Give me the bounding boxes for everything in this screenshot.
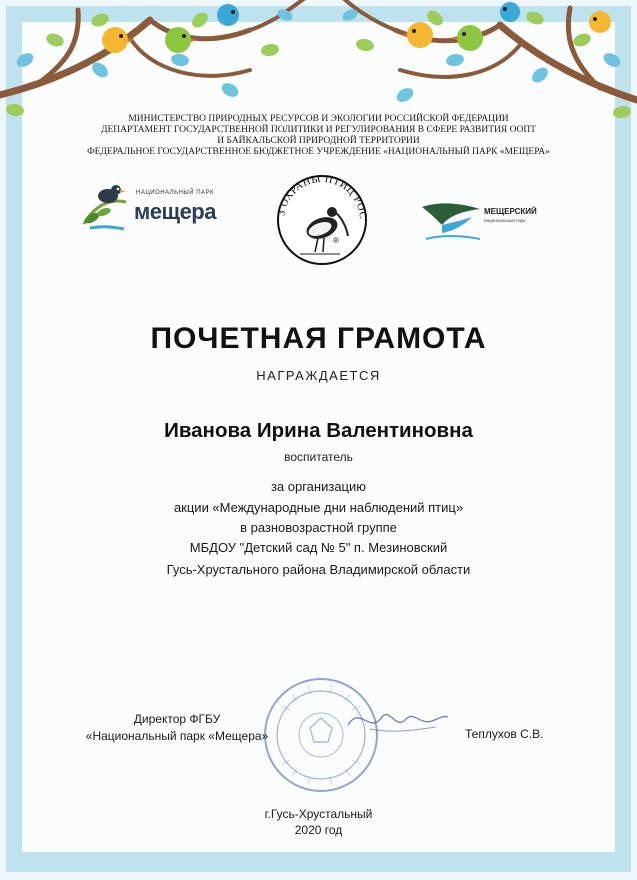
- tree-birds-decoration: [0, 0, 637, 125]
- meshchersky-park-logo: [420, 195, 560, 245]
- meshchersky-logo-caption: национальный парк: [484, 218, 526, 223]
- bird-on-branch-icon: [80, 176, 132, 232]
- award-subtitle: НАГРАЖДАЕТСЯ: [256, 368, 381, 383]
- recipient-position: воспитатель: [284, 450, 353, 464]
- signer-name: Теплухов С.В.: [465, 727, 544, 741]
- signer-title-line2: «Национальный парк «Мещера»: [85, 729, 269, 743]
- curlew-bird-icon: [270, 168, 374, 266]
- reason-line-region: Гусь-Хрустального района Владимирской области: [166, 562, 471, 577]
- reason-line-event: акции «Международные дни наблюдений птиц»: [173, 500, 464, 515]
- header-institution: ФЕДЕРАЛЬНОЕ ГОСУДАРСТВЕННОЕ БЮДЖЕТНОЕ УЧРЕЖДЕНИЕ «НАЦИОНАЛЬНЫЙ ПАРК «МЕЩЕРА»: [87, 147, 550, 157]
- bird-conservation-union-logo: [270, 168, 374, 266]
- meshchersky-logo-name: МЕЩЕРСКИЙ: [484, 207, 537, 216]
- award-title: ПОЧЕТНАЯ ГРАМОТА: [150, 322, 487, 355]
- signer-title-line1: Директор ФГБУ: [133, 712, 221, 726]
- issue-year: 2020 год: [294, 823, 343, 837]
- registered-mark: ®: [333, 236, 339, 245]
- svg-text:СОЮЗ ОХРАНЫ ПТИЦ РОССИИ: З ОХРАНЫ ПТИЦ РОС: [276, 173, 369, 220]
- header-territory: И БАЙКАЛЬСКОЙ ПРИРОДНОЙ ТЕРРИТОРИИ: [217, 136, 420, 146]
- meshchera-logo-caption: НАЦИОНАЛЬНЫЙ ПАРК: [136, 190, 215, 196]
- meshchera-park-logo: [80, 176, 240, 232]
- meshchera-logo-name: мещера: [134, 199, 216, 224]
- flying-bird-icon: [420, 195, 484, 245]
- header-department: ДЕПАРТАМЕНТ ГОСУДАРСТВЕННОЙ ПОЛИТИКИ И РЕГУЛИРОВАНИЯ В СФЕРЕ РАЗВИТИЯ ООПТ: [100, 125, 536, 135]
- reason-line-group: в разновозрастной группе: [240, 520, 397, 535]
- director-signature: [340, 695, 450, 745]
- header-ministry: МИНИСТЕРСТВО ПРИРОДНЫХ РЕСУРСОВ И ЭКОЛОГИИ РОССИЙСКОЙ ФЕДЕРАЦИИ: [128, 114, 509, 124]
- reason-line-school: МБДОУ "Детский сад № 5" п. Мезиновский: [189, 540, 448, 555]
- reason-line-organization: за организацию: [270, 479, 367, 494]
- issue-place: г.Гусь-Хрустальный: [264, 807, 373, 821]
- recipient-name: Иванова Ирина Валентиновна: [164, 419, 473, 442]
